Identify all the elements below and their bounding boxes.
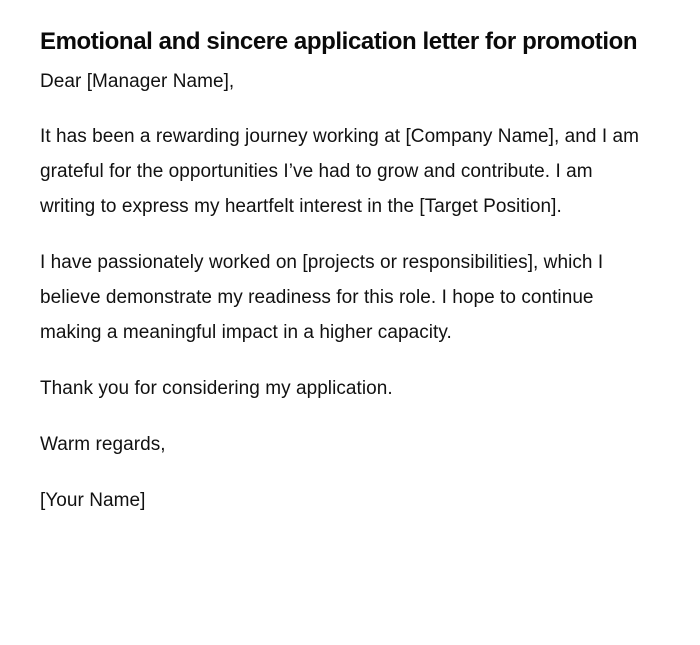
letter-document [40, 20, 640, 539]
body-paragraph-3: Thank you for considering my application. [40, 378, 393, 399]
body-paragraph-2: I have passionately worked on [projects or responsibilities], which I believe demonstrate my readiness for this role. I hope to continue making a meaningful impact in a higher capacity. [40, 252, 604, 343]
signature: [Your Name] [40, 490, 146, 511]
salutation: Dear [Manager Name], [40, 71, 235, 92]
page-title: Emotional and sincere application letter for promotion [40, 28, 638, 55]
body-paragraph-1: It has been a rewarding journey working at [Company Name], and I am grateful for the opportunities I’ve had to grow and contribute. I am writing to express my heartfelt interest in the [Target Position]. [40, 126, 639, 217]
closing: Warm regards, [40, 434, 166, 455]
